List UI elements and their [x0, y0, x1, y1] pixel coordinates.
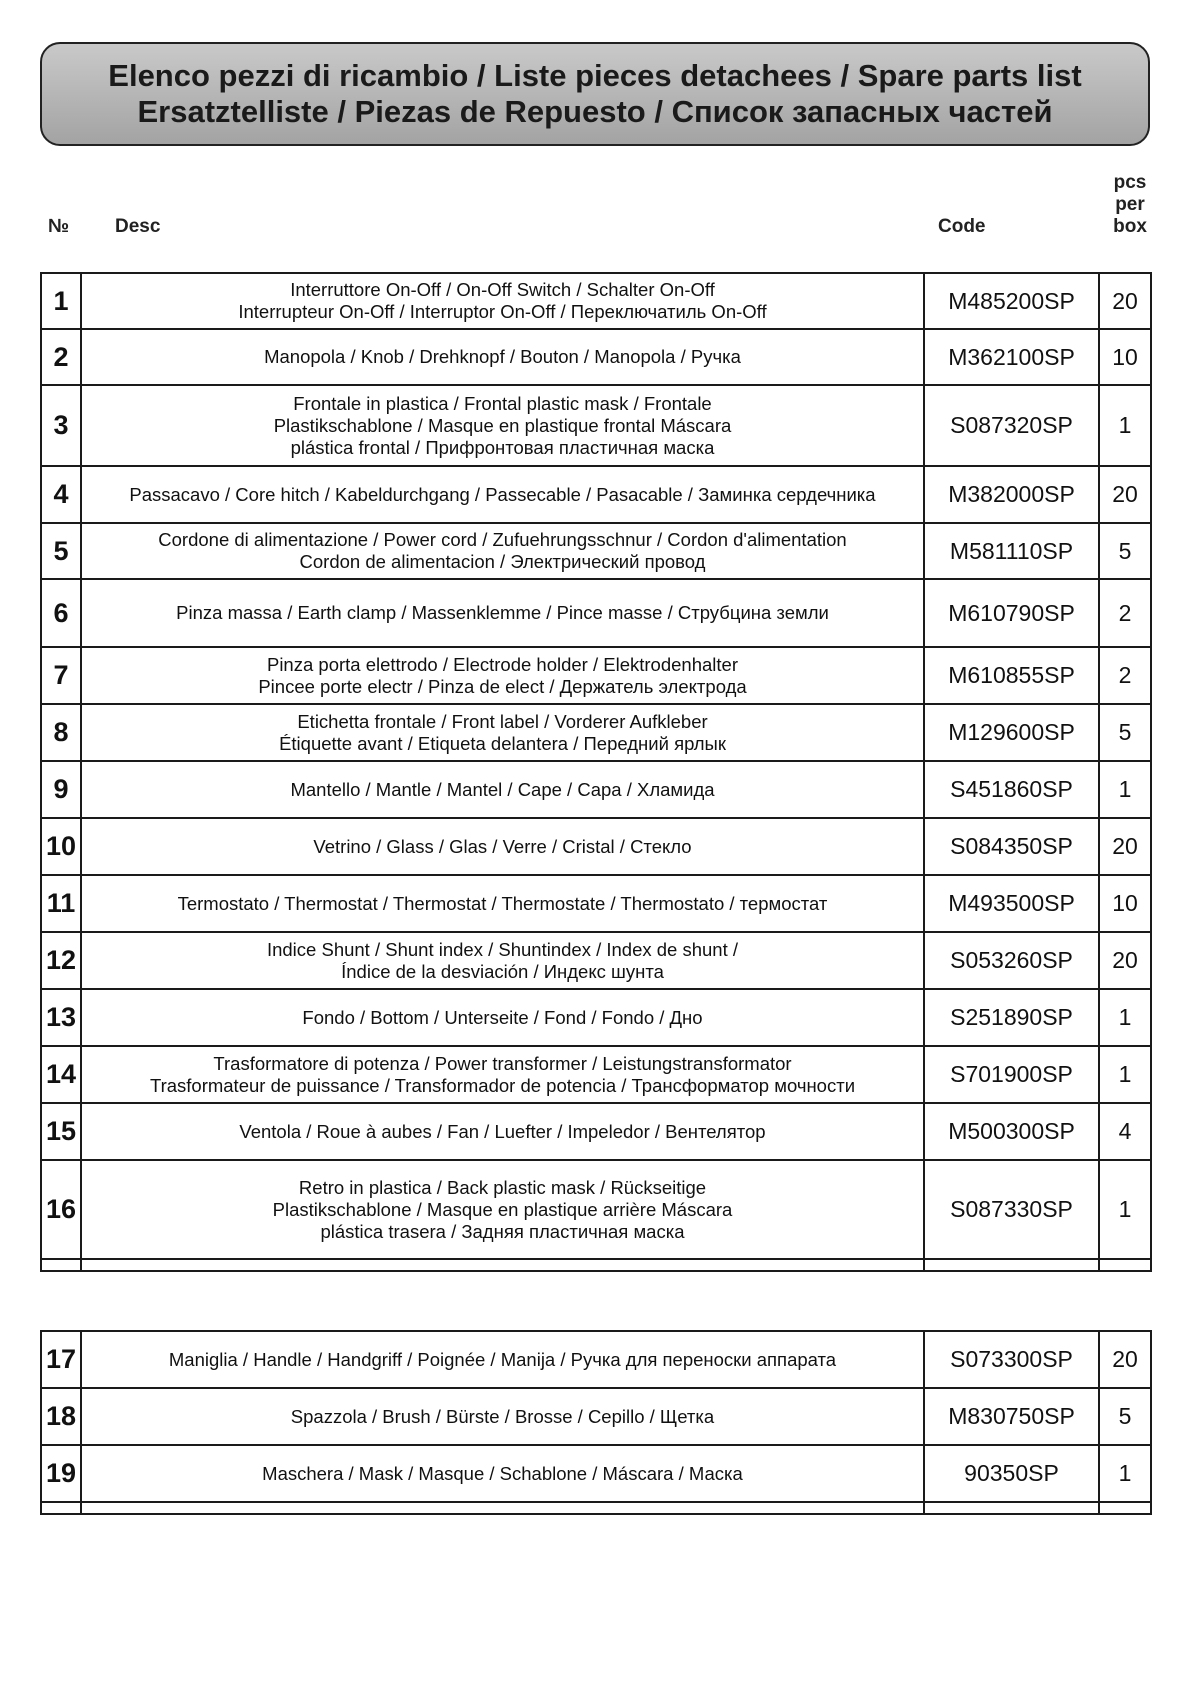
part-pcs-per-box: 2 [1099, 579, 1151, 647]
part-description [81, 932, 924, 989]
empty-cell [41, 1502, 81, 1514]
part-row [41, 1160, 1151, 1259]
part-pcs-per-box: 2 [1099, 647, 1151, 704]
part-code: S251890SP [924, 989, 1099, 1046]
part-number: 2 [41, 329, 81, 385]
part-code: 90350SP [924, 1445, 1099, 1502]
part-description-line: Manopola / Knob / Drehknopf / Bouton / Manopola / Ручка [264, 346, 741, 367]
part-row [41, 273, 1151, 329]
part-row [41, 1445, 1151, 1502]
part-code: M581110SP [924, 523, 1099, 579]
empty-cell [81, 1502, 924, 1514]
part-description [81, 1445, 924, 1502]
part-row [41, 1103, 1151, 1160]
part-description-line: Passacavo / Core hitch / Kabeldurchgang / Passecable / Pasacable / Заминка сердечника [129, 483, 876, 505]
part-row [41, 704, 1151, 761]
part-description-line: Frontale in plastica / Frontal plastic mask / Frontale [293, 392, 712, 414]
part-number: 12 [41, 932, 81, 989]
part-code: M610855SP [924, 647, 1099, 704]
part-number: 4 [41, 466, 81, 523]
part-description [81, 989, 924, 1046]
part-description-line: Spazzola / Brush / Bürste / Brosse / Cepillo / Щетка [290, 1405, 715, 1427]
part-number: 6 [41, 579, 81, 647]
part-description-line: plástica trasera / Задняя пластичная маска [320, 1220, 685, 1242]
part-pcs-per-box: 20 [1099, 1331, 1151, 1388]
part-description-line: Interrupteur On-Off / Interruptor On-Off / Переключатиль On-Off [238, 301, 767, 322]
header-pcs-line-1: pcs [1113, 172, 1147, 193]
empty-cell [1099, 1259, 1151, 1271]
part-pcs-per-box: 20 [1099, 818, 1151, 875]
empty-cell [81, 1259, 924, 1271]
part-pcs-per-box: 1 [1099, 989, 1151, 1046]
part-row [41, 579, 1151, 647]
header-pcs-line-2: per [1115, 194, 1145, 215]
empty-row [41, 1502, 1151, 1514]
header-code: Code [938, 216, 986, 237]
empty-cell [41, 1259, 81, 1271]
part-code: S073300SP [924, 1331, 1099, 1388]
part-description-line: Ventola / Roue à aubes / Fan / Luefter / Impeledor / Вентелятор [239, 1120, 766, 1142]
part-description-line: Indice Shunt / Shunt index / Shuntindex / Index de shunt / [266, 938, 739, 960]
part-description [81, 329, 924, 385]
part-row [41, 761, 1151, 818]
part-number: 11 [41, 875, 81, 932]
part-description-line: Mantello / Mantle / Mantel / Cape / Capa / Хламида [290, 778, 715, 800]
part-row [41, 329, 1151, 385]
part-description-line: Termostato / Thermostat / Thermostat / Thermostate / Thermostato / термостат [177, 892, 828, 914]
empty-cell [924, 1502, 1099, 1514]
part-pcs-per-box: 4 [1099, 1103, 1151, 1160]
part-description-line: Pinza massa / Earth clamp / Massenklemme / Pince masse / Струбцина земли [176, 602, 829, 623]
header-pcs-line-3: box [1113, 216, 1147, 237]
part-pcs-per-box: 20 [1099, 466, 1151, 523]
part-description-line: Trasformateur de puissance / Transformador de potencia / Трансформатор мочности [149, 1074, 856, 1096]
part-number: 9 [41, 761, 81, 818]
part-row [41, 1388, 1151, 1445]
part-number: 14 [41, 1046, 81, 1103]
part-description [81, 385, 924, 466]
part-code: S087330SP [924, 1160, 1099, 1259]
part-code: M362100SP [924, 329, 1099, 385]
part-description [81, 273, 924, 329]
spare-parts-table-1 [40, 272, 1152, 1272]
title-banner [40, 42, 1150, 146]
part-pcs-per-box: 10 [1099, 329, 1151, 385]
part-row [41, 1331, 1151, 1388]
title-line-2: Ersatztelliste / Piezas de Repuesto / Список запасных частей [137, 94, 1053, 129]
part-code: M485200SP [924, 273, 1099, 329]
part-pcs-per-box: 1 [1099, 761, 1151, 818]
part-pcs-per-box: 1 [1099, 1445, 1151, 1502]
part-description-line: Maniglia / Handle / Handgriff / Poignée / Manija / Ручка для переноски аппарата [168, 1348, 837, 1370]
part-number: 1 [41, 273, 81, 329]
part-description [81, 704, 924, 761]
part-code: M382000SP [924, 466, 1099, 523]
part-code: S053260SP [924, 932, 1099, 989]
part-description-line: Interruttore On-Off / On-Off Switch / Schalter On-Off [290, 279, 715, 300]
part-description-line: Pincee porte electr / Pinza de elect / Держатель электрода [258, 675, 747, 697]
part-number: 3 [41, 385, 81, 466]
part-pcs-per-box: 10 [1099, 875, 1151, 932]
part-row [41, 989, 1151, 1046]
part-description [81, 466, 924, 523]
part-code: S087320SP [924, 385, 1099, 466]
part-description [81, 647, 924, 704]
part-description-line: Vetrino / Glass / Glas / Verre / Cristal / Стекло [313, 835, 692, 857]
part-pcs-per-box: 1 [1099, 1046, 1151, 1103]
part-description-line: Cordone di alimentazione / Power cord / Zufuehrungsschnur / Cordon d'alimentation [158, 529, 847, 550]
part-description [81, 579, 924, 647]
part-description-line: Plastikschablone / Masque en plastique arrière Máscara [272, 1198, 733, 1220]
part-description-line: Etichetta frontale / Front label / Vorderer Aufkleber [297, 710, 708, 732]
part-description-line: Plastikschablone / Masque en plastique frontal Máscara [273, 414, 732, 436]
empty-cell [1099, 1502, 1151, 1514]
part-row [41, 647, 1151, 704]
part-description-line: Étiquette avant / Etiqueta delantera / Передний ярлык [279, 732, 726, 754]
part-description [81, 523, 924, 579]
part-description-line: Trasformatore di potenza / Power transformer / Leistungstransformator [213, 1052, 792, 1074]
part-description [81, 818, 924, 875]
part-code: S084350SP [924, 818, 1099, 875]
part-pcs-per-box: 1 [1099, 1160, 1151, 1259]
part-number: 8 [41, 704, 81, 761]
part-pcs-per-box: 5 [1099, 1388, 1151, 1445]
part-code: M500300SP [924, 1103, 1099, 1160]
part-description-line: Índice de la desviación / Индекс шунта [341, 960, 664, 982]
part-description [81, 1331, 924, 1388]
part-number: 7 [41, 647, 81, 704]
part-code: M610790SP [924, 579, 1099, 647]
part-code: M830750SP [924, 1388, 1099, 1445]
part-row [41, 932, 1151, 989]
part-pcs-per-box: 20 [1099, 273, 1151, 329]
part-description [81, 1103, 924, 1160]
part-code: M493500SP [924, 875, 1099, 932]
header-description: Desc [115, 216, 161, 237]
part-code: S701900SP [924, 1046, 1099, 1103]
part-description [81, 1046, 924, 1103]
part-number: 5 [41, 523, 81, 579]
part-description [81, 1388, 924, 1445]
header-number: № [48, 216, 70, 237]
part-number: 19 [41, 1445, 81, 1502]
part-row [41, 385, 1151, 466]
part-number: 13 [41, 989, 81, 1046]
empty-row [41, 1259, 1151, 1271]
part-row [41, 875, 1151, 932]
part-description-line: Retro in plastica / Back plastic mask / Rückseitige [298, 1176, 707, 1198]
part-description-line: Cordon de alimentacion / Электрический провод [299, 551, 706, 572]
part-description [81, 875, 924, 932]
part-description [81, 1160, 924, 1259]
part-description-line: Pinza porta elettrodo / Electrode holder / Elektrodenhalter [266, 653, 738, 675]
part-code: S451860SP [924, 761, 1099, 818]
part-number: 15 [41, 1103, 81, 1160]
title-line-1: Elenco pezzi di ricambio / Liste pieces detachees / Spare parts list [108, 58, 1082, 93]
part-pcs-per-box: 1 [1099, 385, 1151, 466]
part-row [41, 523, 1151, 579]
part-number: 17 [41, 1331, 81, 1388]
part-row [41, 1046, 1151, 1103]
part-number: 10 [41, 818, 81, 875]
part-description [81, 761, 924, 818]
part-number: 16 [41, 1160, 81, 1259]
part-code: M129600SP [924, 704, 1099, 761]
part-pcs-per-box: 5 [1099, 523, 1151, 579]
part-row [41, 466, 1151, 523]
empty-cell [924, 1259, 1099, 1271]
part-row [41, 818, 1151, 875]
part-description-line: Fondo / Bottom / Unterseite / Fond / Fondo / Дно [302, 1006, 703, 1028]
part-pcs-per-box: 5 [1099, 704, 1151, 761]
part-number: 18 [41, 1388, 81, 1445]
part-description-line: Maschera / Mask / Masque / Schablone / Máscara / Маска [262, 1462, 743, 1484]
part-description-line: plástica frontal / Прифронтовая пластичная маска [290, 436, 715, 458]
header-pcs-per-box [1100, 172, 1160, 238]
spare-parts-table-2 [40, 1330, 1152, 1515]
part-pcs-per-box: 20 [1099, 932, 1151, 989]
